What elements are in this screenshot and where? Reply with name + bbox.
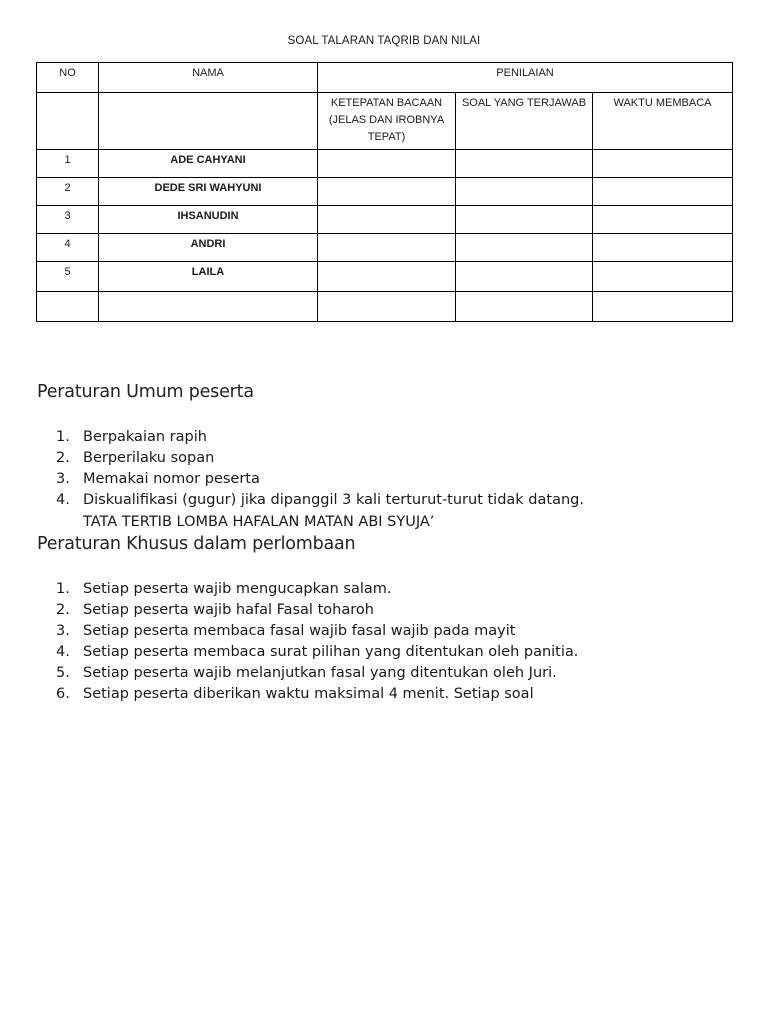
row-ketepatan-cell bbox=[318, 150, 456, 178]
table-row bbox=[37, 178, 733, 206]
row-no: 1 bbox=[37, 150, 99, 178]
row-waktu-cell bbox=[593, 206, 733, 234]
list-item bbox=[56, 490, 584, 511]
list-item bbox=[56, 469, 584, 490]
list-number: 6. bbox=[56, 686, 70, 702]
subheader-empty-no bbox=[37, 93, 99, 150]
row-soal-cell bbox=[456, 178, 593, 206]
row-no bbox=[37, 292, 99, 322]
list-item bbox=[56, 642, 578, 663]
row-nama: DEDE SRI WAHYUNI bbox=[99, 178, 318, 206]
row-ketepatan-cell bbox=[318, 262, 456, 292]
list-text: Setiap peserta membaca surat pilihan yang ditentukan oleh panitia. bbox=[83, 644, 579, 660]
header-no: NO bbox=[37, 63, 99, 93]
score-table bbox=[36, 62, 733, 322]
row-no: 3 bbox=[37, 206, 99, 234]
list-item bbox=[56, 621, 578, 642]
khusus-heading: Peraturan Khusus dalam perlombaan bbox=[37, 534, 356, 554]
row-soal-cell bbox=[456, 262, 593, 292]
list-number: 3. bbox=[56, 471, 70, 487]
row-nama bbox=[99, 292, 318, 322]
table-row bbox=[37, 206, 733, 234]
list-number: 5. bbox=[56, 665, 70, 681]
row-soal-cell bbox=[456, 292, 593, 322]
list-item bbox=[56, 579, 578, 600]
list-item bbox=[56, 684, 578, 705]
row-no: 4 bbox=[37, 234, 99, 262]
list-text: Berperilaku sopan bbox=[83, 450, 215, 466]
list-number: 1. bbox=[56, 581, 70, 597]
list-number: 4. bbox=[56, 644, 70, 660]
list-item bbox=[56, 600, 578, 621]
list-text: Setiap peserta wajib hafal Fasal toharoh bbox=[83, 602, 374, 618]
list-number: 2. bbox=[56, 450, 70, 466]
subheader-row bbox=[37, 93, 733, 150]
row-waktu-cell bbox=[593, 150, 733, 178]
tata-tertib-note: TATA TERTIB LOMBA HAFALAN MATAN ABI SYUJA’ bbox=[83, 514, 435, 530]
row-soal-cell bbox=[456, 206, 593, 234]
list-text: Berpakaian rapih bbox=[83, 429, 207, 445]
row-ketepatan-cell bbox=[318, 206, 456, 234]
header-nama: NAMA bbox=[99, 63, 318, 93]
row-nama: LAILA bbox=[99, 262, 318, 292]
row-ketepatan-cell bbox=[318, 178, 456, 206]
subheader-empty-nama bbox=[99, 93, 318, 150]
row-no: 5 bbox=[37, 262, 99, 292]
list-text: Setiap peserta diberikan waktu maksimal 4 menit. Setiap soal bbox=[83, 686, 534, 702]
document-title: SOAL TALARAN TAQRIB DAN NILAI bbox=[287, 35, 481, 47]
row-ketepatan-cell bbox=[318, 234, 456, 262]
row-nama: ADE CAHYANI bbox=[99, 150, 318, 178]
row-soal-cell bbox=[456, 234, 593, 262]
list-number: 4. bbox=[56, 492, 70, 508]
khusus-list bbox=[56, 579, 578, 705]
row-ketepatan-cell bbox=[318, 292, 456, 322]
header-soal: SOAL YANG TERJAWAB bbox=[456, 93, 593, 150]
list-text: Diskualifikasi (gugur) jika dipanggil 3 kali terturut-turut tidak datang. bbox=[83, 492, 584, 508]
list-item bbox=[56, 448, 584, 469]
header-ketepatan: KETEPATAN BACAAN (JELAS DAN IROBNYA TEPAT) bbox=[318, 93, 456, 150]
row-waktu-cell bbox=[593, 178, 733, 206]
table-row bbox=[37, 234, 733, 262]
list-text: Memakai nomor peserta bbox=[83, 471, 260, 487]
row-no: 2 bbox=[37, 178, 99, 206]
table-row bbox=[37, 150, 733, 178]
list-text: Setiap peserta wajib melanjutkan fasal yang ditentukan oleh Juri. bbox=[83, 665, 557, 681]
list-text: Setiap peserta membaca fasal wajib fasal wajib pada mayit bbox=[83, 623, 516, 639]
list-number: 1. bbox=[56, 429, 70, 445]
row-soal-cell bbox=[456, 150, 593, 178]
umum-list bbox=[56, 427, 584, 511]
list-number: 3. bbox=[56, 623, 70, 639]
row-nama: IHSANUDIN bbox=[99, 206, 318, 234]
list-item bbox=[56, 663, 578, 684]
row-nama: ANDRI bbox=[99, 234, 318, 262]
row-waktu-cell bbox=[593, 234, 733, 262]
row-waktu-cell bbox=[593, 262, 733, 292]
umum-heading: Peraturan Umum peserta bbox=[37, 382, 254, 402]
list-item bbox=[56, 427, 584, 448]
header-penilaian: PENILAIAN bbox=[318, 63, 733, 93]
header-row bbox=[37, 63, 733, 93]
row-waktu-cell bbox=[593, 292, 733, 322]
list-text: Setiap peserta wajib mengucapkan salam. bbox=[83, 581, 392, 597]
table-row bbox=[37, 292, 733, 322]
list-number: 2. bbox=[56, 602, 70, 618]
header-waktu: WAKTU MEMBACA bbox=[593, 93, 733, 150]
table-row bbox=[37, 262, 733, 292]
